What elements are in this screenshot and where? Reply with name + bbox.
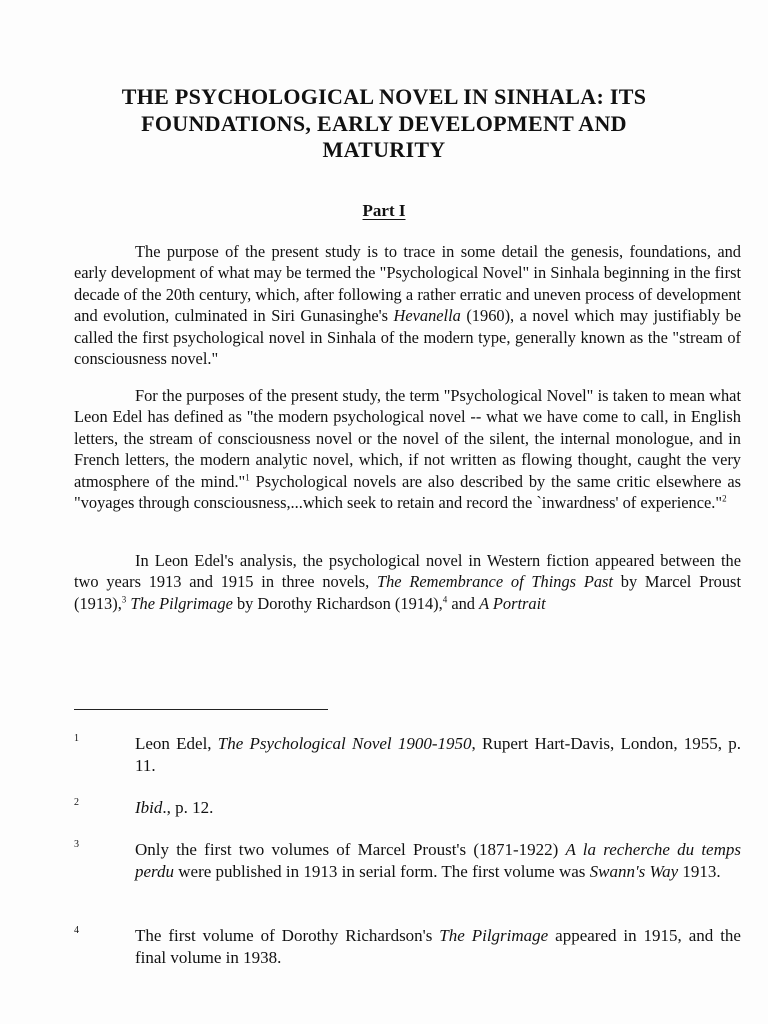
text-run: by Marcel Proust (1913), (74, 572, 741, 613)
italic-title: Hevanella (393, 306, 461, 326)
text-run: and (447, 593, 480, 613)
page-title (60, 84, 708, 164)
title-line: MATURITY (322, 137, 446, 162)
title-line: THE PSYCHOLOGICAL NOVEL IN SINHALA: ITS (121, 84, 647, 109)
text-run: In Leon Edel's analysis, the psychological novel in Western fiction appeared between the two years 1913 and 1915 in three novels, (74, 551, 741, 592)
text-run: Only the first two volumes of Marcel Proust's (1871-1922) (135, 840, 566, 859)
italic-title: A la recherche du temps perdu (135, 840, 741, 881)
text-run: The purpose of the present study is to trace in some detail the genesis, foundations, and early development of what may be termed the "Psychological Novel" in Sinhala beginning in the first decade of the 20th century, which, after following a rather erratic and uneven process of development and evolution, culminated in Siri Gunasinghe's (74, 242, 741, 326)
text-run: For the purposes of the present study, the term "Psychological Novel" is taken to mean what Leon Edel has defined as "the modern psychological novel -- what we have come to call, in English letters, the stream of consciousness novel or the novel of the silent, the internal monologue, and in French letters, the modern analytic novel, which, if not written as flowing thought, caught the very atmosphere of the mind." (74, 386, 741, 491)
text-run: The first volume of Dorothy Richardson's (135, 926, 440, 945)
footnote-ref: 3 (121, 594, 127, 605)
italic-title: The Pilgrimage (439, 926, 549, 945)
body-paragraph-3 (74, 550, 741, 614)
part-heading (0, 201, 768, 221)
body-paragraph-1 (74, 241, 741, 369)
italic-title: Ibid (135, 798, 163, 817)
text-run: Psychological novels are also described by the same critic elsewhere as "voyages through consciousness,...which seek to retain and record the `inwardness' of experience." (74, 471, 741, 513)
text-run: 1913. (678, 862, 721, 881)
footnote-number: 3 (74, 839, 79, 850)
text-run: were published in 1913 in serial form. The first volume was (174, 862, 590, 881)
text-run: ., p. 12. (162, 798, 214, 817)
footnote-ref: 2 (722, 493, 727, 504)
text-run: (1960), a novel which may justifiably be called the first psychological novel in Sinhala of the modern type, generally known as the "stream of consciousness novel." (74, 306, 741, 369)
footnote-text (135, 925, 741, 969)
italic-title: Swann's Way (589, 862, 679, 881)
footnote-text (135, 839, 741, 883)
text-run: appeared in 1915, and the final volume in 1938. (135, 926, 741, 967)
text-run: by Dorothy Richardson (1914), (232, 593, 443, 613)
italic-title: The Pilgrimage (130, 593, 233, 613)
footnote-text (135, 733, 741, 777)
text-run: Leon Edel, (135, 734, 218, 753)
italic-title: The Psychological Novel 1900-1950 (217, 734, 472, 753)
title-line: FOUNDATIONS, EARLY DEVELOPMENT AND (141, 110, 627, 136)
footnote-divider (74, 709, 328, 710)
body-paragraph-2 (74, 385, 741, 513)
footnote-ref: 1 (245, 472, 250, 483)
footnote-number: 1 (74, 733, 79, 744)
italic-title: A Portrait (479, 593, 546, 613)
footnote-number: 2 (74, 797, 79, 808)
italic-title: The Remembrance of Things Past (377, 572, 613, 592)
footnote-text (135, 797, 741, 819)
footnote-number: 4 (74, 925, 79, 936)
footnote-ref: 4 (442, 594, 448, 605)
part-heading-text: Part I (362, 201, 406, 220)
text-run: , Rupert Hart-Davis, London, 1955, p. 11. (135, 734, 741, 775)
